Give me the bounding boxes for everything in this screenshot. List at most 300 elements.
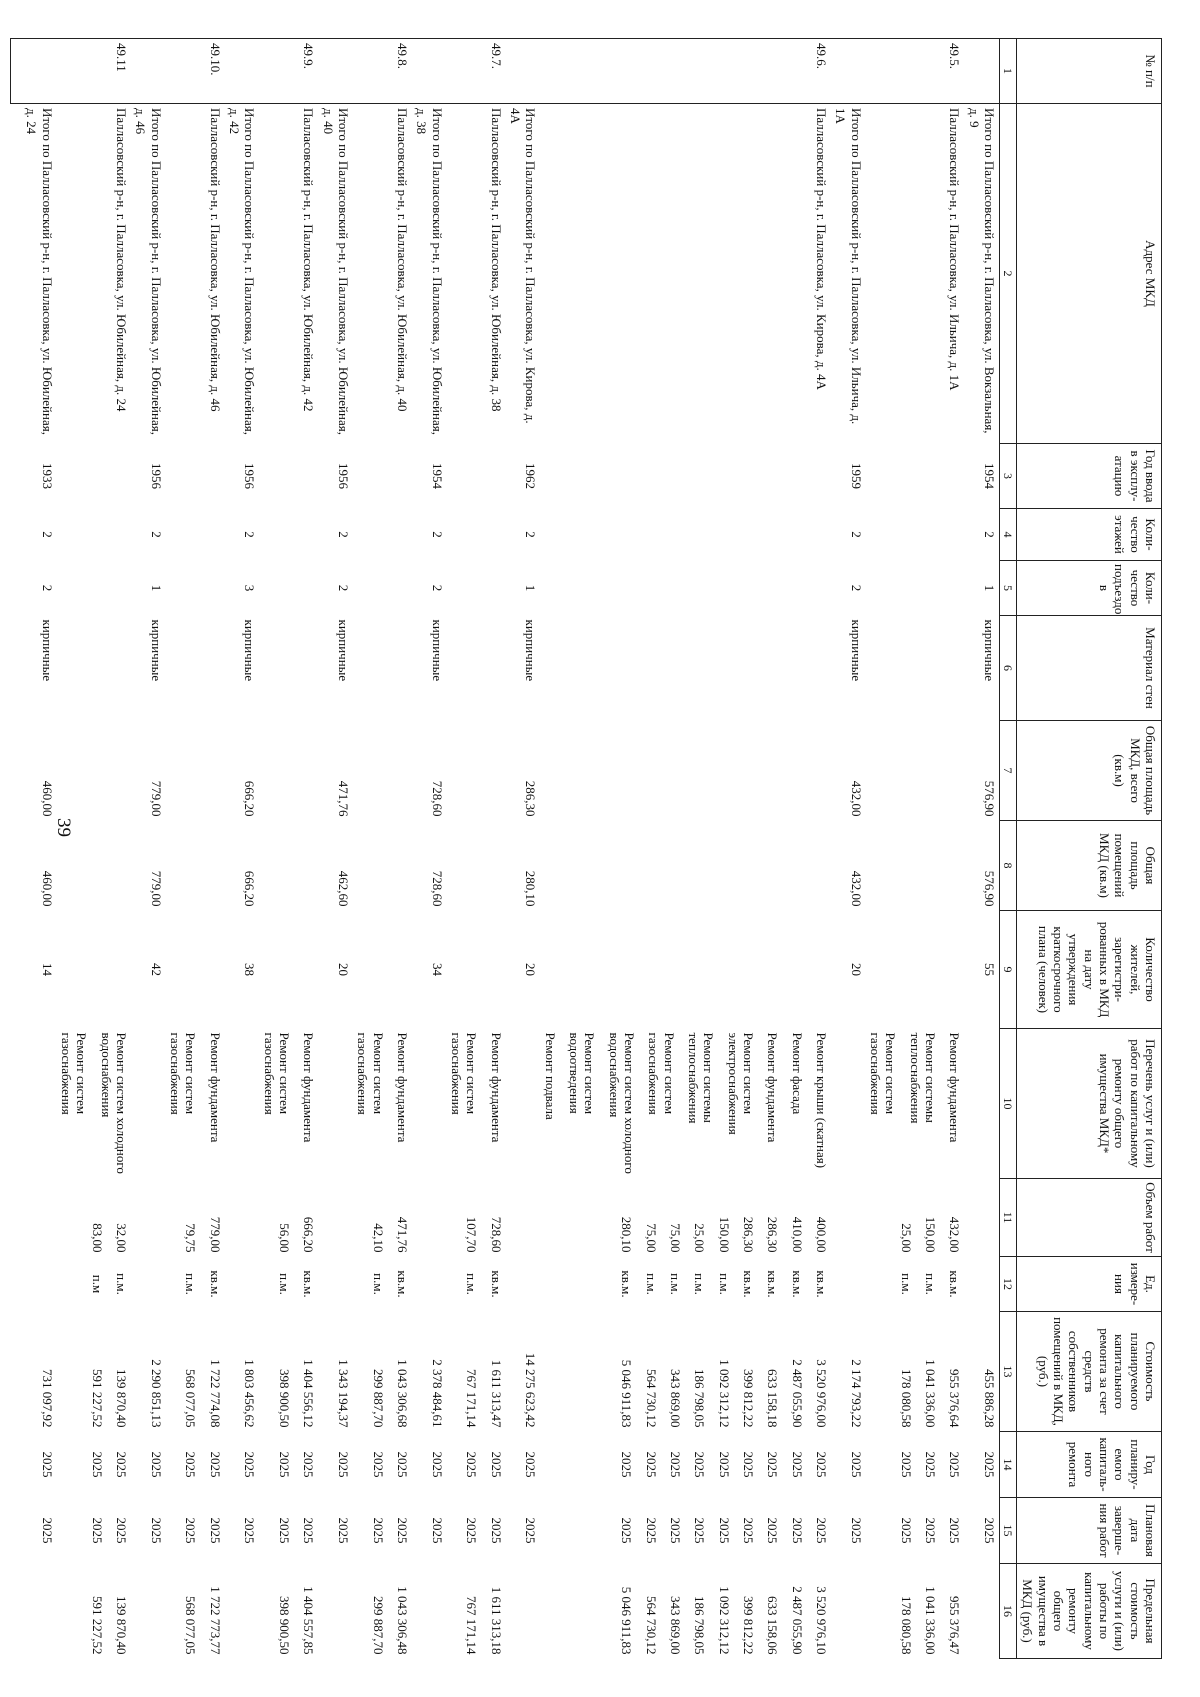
- unit-cell-value: п.м.: [692, 1273, 708, 1295]
- cost-cell-value: 2 290 851,13: [148, 1359, 164, 1428]
- plan-year-cell: [831, 1432, 866, 1498]
- limit-cost-cell-value: 633 158,06: [765, 1596, 781, 1655]
- works-cell-value: Ремонт системы теплоснабжения: [685, 1032, 717, 1124]
- plan-year-cell-value: 2025: [898, 1451, 914, 1478]
- completion-date-cell-value: 2025: [898, 1517, 914, 1544]
- year-built-cell: 1954: [429, 463, 445, 489]
- works-cell: [225, 1029, 260, 1179]
- unit-cell-value: п.м.: [922, 1273, 938, 1295]
- plan-year-cell: [131, 1432, 166, 1498]
- completion-date-cell-value: 2025: [643, 1517, 659, 1544]
- wall-material-cell: кирпичные: [336, 619, 352, 682]
- total-area-cell: [57, 721, 131, 821]
- limit-cost-cell: [866, 1564, 965, 1659]
- cost-cell-value: 2 487 055,90: [789, 1359, 805, 1428]
- works-cell-value: Ремонт систем газоснабжения: [261, 1032, 293, 1115]
- works-cell-value: Ремонт фундамента: [301, 1032, 317, 1143]
- column-number-row: [999, 39, 1016, 1659]
- plan-year-cell-value: 2025: [114, 1451, 130, 1478]
- completion-date-cell-value: 2025: [183, 1517, 199, 1544]
- limit-cost-cell-value: 1 611 313,18: [488, 1586, 504, 1655]
- unit-cell-value: кв.м.: [395, 1270, 411, 1298]
- column-header: Стоимость планируемого капитального ремонта за счет средств собственников помещений в МКД, (руб.): [1017, 1312, 1162, 1432]
- table-row: [225, 39, 260, 1659]
- works-cell-value: Ремонт фундамента: [947, 1032, 963, 1143]
- works-cell: [964, 1029, 999, 1179]
- cost-cell-value: 14 275 623,42: [523, 1352, 539, 1428]
- limit-cost-cell: [447, 1564, 506, 1659]
- volume-cell-value: 432,00: [947, 1216, 963, 1253]
- unit-cell: [866, 1257, 965, 1312]
- plan-year-cell: [318, 1432, 353, 1498]
- column-header: Коли-чество этажей: [1017, 509, 1162, 561]
- premises-area-cell: [540, 821, 831, 911]
- floors-cell: [353, 509, 412, 561]
- table-row: [131, 39, 166, 1659]
- works-cell: [166, 1029, 225, 1179]
- row-number: 49.7.: [447, 39, 506, 104]
- completion-date-cell-value: 2025: [114, 1517, 130, 1544]
- limit-cost-cell-value: 564 730,12: [643, 1596, 659, 1655]
- completion-date-cell-value: 2025: [789, 1517, 805, 1544]
- completion-date-cell-value: 2025: [692, 1517, 708, 1544]
- column-number: 6: [999, 616, 1016, 721]
- volume-cell: [57, 1179, 131, 1257]
- volume-cell-value: 400,00: [813, 1216, 829, 1253]
- column-number: 4: [999, 509, 1016, 561]
- works-cell-value: Ремонт фасада: [789, 1032, 805, 1115]
- column-header: № п/п: [1017, 39, 1162, 104]
- unit-cell: [831, 1257, 866, 1312]
- residents-cell: 38: [242, 963, 258, 976]
- total-area-cell: 460,00: [39, 780, 55, 817]
- completion-date-cell-value: 2025: [619, 1517, 635, 1544]
- cost-cell-value: 178 080,58: [898, 1369, 914, 1428]
- entrances-cell: [57, 561, 131, 616]
- repair-plan-table: [10, 38, 1162, 1659]
- limit-cost-cell-value: 1 092 312,12: [716, 1586, 732, 1655]
- completion-date-cell: [225, 1498, 260, 1564]
- volume-cell-value: 79,75: [183, 1223, 199, 1253]
- unit-cell-value: кв.м.: [765, 1270, 781, 1298]
- column-header: Материал стен: [1017, 616, 1162, 721]
- row-number: 49.10.: [166, 39, 225, 104]
- address-cell: Итого по Палласовский р-н, г. Палласовка, ул. Юбилейная, д. 24: [24, 108, 55, 435]
- plan-year-cell-value: 2025: [183, 1451, 199, 1478]
- limit-cost-cell: [166, 1564, 225, 1659]
- unit-cell: [131, 1257, 166, 1312]
- plan-year-cell-value: 2025: [242, 1451, 258, 1478]
- limit-cost-cell-value: 186 798,05: [692, 1596, 708, 1655]
- wall-material-cell: кирпичные: [429, 619, 445, 682]
- entrances-cell: [259, 561, 318, 616]
- limit-cost-cell-value: 1 041 336,00: [922, 1586, 938, 1655]
- cost-cell-value: 2 174 793,22: [848, 1359, 864, 1428]
- limit-cost-cell: [506, 1564, 541, 1659]
- limit-cost-cell: [353, 1564, 412, 1659]
- wall-material-cell: кирпичные: [242, 619, 258, 682]
- plan-year-cell-value: 2025: [488, 1451, 504, 1478]
- cost-cell-value: 399 812,22: [740, 1369, 756, 1428]
- completion-date-cell-value: 2025: [765, 1517, 781, 1544]
- column-number: 15: [999, 1498, 1016, 1564]
- table-row: [57, 39, 131, 1659]
- volume-cell: [10, 1179, 57, 1257]
- limit-cost-cell-value: 767 171,14: [464, 1596, 480, 1655]
- unit-cell-value: кв.м.: [207, 1270, 223, 1298]
- volume-cell-value: 56,00: [277, 1223, 293, 1253]
- address-cell: Итого по Палласовский р-н, г. Палласовка, ул. Кирова, д. 4А: [508, 108, 539, 424]
- cost-cell-value: 455 886,28: [981, 1369, 997, 1428]
- unit-cell-value: п.м.: [643, 1273, 659, 1295]
- completion-date-cell-value: 2025: [429, 1517, 445, 1544]
- unit-cell-value: п.м.: [716, 1273, 732, 1295]
- works-cell: [506, 1029, 541, 1179]
- plan-year-cell: [412, 1432, 447, 1498]
- completion-date-cell: [964, 1498, 999, 1564]
- total-area-cell: [866, 721, 965, 821]
- residents-cell: 14: [39, 963, 55, 976]
- row-number: 49.8.: [353, 39, 412, 104]
- completion-date-cell: [166, 1498, 225, 1564]
- completion-date-cell-value: 2025: [667, 1517, 683, 1544]
- cost-cell: [447, 1312, 506, 1432]
- plan-year-cell-value: 2025: [643, 1451, 659, 1478]
- plan-year-cell: [10, 1432, 57, 1498]
- column-header: Коли-чество подъездо в: [1017, 561, 1162, 616]
- table-row: [506, 39, 541, 1659]
- row-number: 49.6.: [540, 39, 831, 104]
- works-cell-value: Ремонт фундамента: [765, 1032, 781, 1143]
- unit-cell: [259, 1257, 318, 1312]
- completion-date-cell-value: 2025: [716, 1517, 732, 1544]
- residents-cell: [866, 911, 965, 1029]
- wall-material-cell: кирпичные: [981, 619, 997, 682]
- premises-area-cell: 666,20: [242, 870, 258, 907]
- volume-cell-value: 25,00: [898, 1223, 914, 1253]
- volume-cell-value: 286,30: [765, 1216, 781, 1253]
- cost-cell: [964, 1312, 999, 1432]
- entrances-cell: 2: [429, 584, 445, 592]
- column-header: Год ввода в эксплу-атацию: [1017, 444, 1162, 509]
- row-number: [964, 39, 999, 104]
- premises-area-cell: [259, 821, 318, 911]
- completion-date-cell-value: 2025: [464, 1517, 480, 1544]
- cost-cell-value: 633 158,18: [765, 1369, 781, 1428]
- column-header: Плановая дата заверше-ния работ: [1017, 1498, 1162, 1564]
- volume-cell: [447, 1179, 506, 1257]
- unit-cell-value: п.м.: [464, 1273, 480, 1295]
- year-built-cell: [353, 444, 412, 509]
- plan-year-cell: [447, 1432, 506, 1498]
- column-number: 13: [999, 1312, 1016, 1432]
- unit-cell-value: кв.м.: [789, 1270, 805, 1298]
- column-number: 2: [999, 104, 1016, 444]
- total-area-cell: [259, 721, 318, 821]
- plan-year-cell-value: 2025: [464, 1451, 480, 1478]
- cost-cell-value: 731 097,92: [39, 1369, 55, 1428]
- floors-cell: [57, 509, 131, 561]
- plan-year-cell-value: 2025: [947, 1451, 963, 1478]
- entrances-cell: 2: [336, 584, 352, 592]
- limit-cost-cell-value: 398 900,50: [277, 1596, 293, 1655]
- floors-cell: [540, 509, 831, 561]
- entrances-cell: 2: [39, 584, 55, 592]
- table-row: [10, 39, 57, 1659]
- row-number: [506, 39, 541, 104]
- cost-cell: [57, 1312, 131, 1432]
- unit-cell-value: кв.м.: [301, 1270, 317, 1298]
- plan-year-cell-value: 2025: [981, 1451, 997, 1478]
- address-cell: Палласовский р-н, г. Палласовка, ул. Ильича, д. 1А: [947, 108, 963, 391]
- wall-material-cell: [540, 616, 831, 721]
- volume-cell-value: 728,60: [488, 1216, 504, 1253]
- cost-cell-value: 299 887,70: [370, 1369, 386, 1428]
- plan-year-cell-value: 2025: [301, 1451, 317, 1478]
- completion-date-cell-value: 2025: [207, 1517, 223, 1544]
- volume-cell-value: 286,30: [740, 1216, 756, 1253]
- unit-cell: [10, 1257, 57, 1312]
- plan-year-cell-value: 2025: [370, 1451, 386, 1478]
- total-area-cell: [540, 721, 831, 821]
- total-area-cell: 432,00: [848, 780, 864, 817]
- limit-cost-cell: [831, 1564, 866, 1659]
- address-cell: Итого по Палласовский р-н, г. Палласовка, ул. Вокзальная, д. 9: [966, 108, 997, 434]
- plan-year-cell: [540, 1432, 831, 1498]
- works-cell-value: Ремонт систем газоснабжения: [867, 1032, 899, 1115]
- year-built-cell: 1956: [242, 463, 258, 489]
- limit-cost-cell-value: 5 046 911,83: [619, 1586, 635, 1655]
- plan-year-cell-value: 2025: [207, 1451, 223, 1478]
- completion-date-cell: [412, 1498, 447, 1564]
- entrances-cell: 2: [848, 584, 864, 592]
- column-number: 7: [999, 721, 1016, 821]
- wall-material-cell: [57, 616, 131, 721]
- unit-cell-value: п.м.: [277, 1273, 293, 1295]
- total-area-cell: [447, 721, 506, 821]
- residents-cell: 42: [148, 963, 164, 976]
- floors-cell: 2: [148, 531, 164, 538]
- volume-cell-value: 75,00: [643, 1223, 659, 1253]
- row-number: [10, 39, 57, 104]
- unit-cell: [225, 1257, 260, 1312]
- plan-year-cell: [166, 1432, 225, 1498]
- completion-date-cell-value: 2025: [395, 1517, 411, 1544]
- year-built-cell: 1954: [981, 463, 997, 489]
- total-area-cell: 779,00: [148, 780, 164, 817]
- row-number: [131, 39, 166, 104]
- works-cell: [10, 1029, 57, 1179]
- entrances-cell: 1: [523, 584, 539, 592]
- year-built-cell: 1959: [848, 463, 864, 489]
- address-cell: Палласовский р-н, г. Палласовка, ул. Юбилейная, д. 38: [488, 108, 504, 412]
- works-cell-value: Ремонт систем газоснабжения: [59, 1032, 90, 1115]
- cost-cell-value: 398 900,50: [277, 1369, 293, 1428]
- total-area-cell: 728,60: [429, 780, 445, 817]
- table-row: [447, 39, 506, 1659]
- year-built-cell: [866, 444, 965, 509]
- floors-cell: 2: [981, 531, 997, 538]
- plan-year-cell-value: 2025: [89, 1451, 105, 1478]
- address-cell: Итого по Палласовский р-н, г. Палласовка, ул. Юбилейная, д. 46: [133, 108, 164, 435]
- address-cell: Палласовский р-н, г. Палласовка, ул. Юбилейная, д. 46: [207, 108, 223, 412]
- completion-date-cell-value: 2025: [39, 1517, 55, 1544]
- column-header: Перечень услуг и (или) работ по капитальному ремонту общего имущества МКД*: [1017, 1029, 1162, 1179]
- volume-cell: [831, 1179, 866, 1257]
- works-cell-value: Ремонт систем электроснабжения: [725, 1032, 756, 1135]
- floors-cell: 2: [523, 531, 539, 538]
- total-area-cell: 666,20: [242, 780, 258, 817]
- limit-cost-cell-value: 591 227,52: [89, 1596, 105, 1655]
- cost-cell: [259, 1312, 318, 1432]
- premises-area-cell: 576,90: [981, 870, 997, 907]
- floors-cell: [447, 509, 506, 561]
- plan-year-cell-value: 2025: [789, 1451, 805, 1478]
- unit-cell: [447, 1257, 506, 1312]
- volume-cell-value: 83,00: [89, 1223, 105, 1253]
- plan-year-cell-value: 2025: [429, 1451, 445, 1478]
- cost-cell: [166, 1312, 225, 1432]
- table-row: [540, 39, 831, 1659]
- works-cell-value: Ремонт фундамента: [395, 1032, 411, 1143]
- residents-cell: 34: [429, 963, 445, 976]
- works-cell: [318, 1029, 353, 1179]
- address-cell: Палласовский р-н, г. Палласовка, ул. Юбилейная, д. 42: [301, 108, 317, 412]
- column-number: 3: [999, 444, 1016, 509]
- column-number: 12: [999, 1257, 1016, 1312]
- page-number: 39: [53, 818, 74, 837]
- limit-cost-cell-value: 343 869,00: [667, 1596, 683, 1655]
- volume-cell-value: 280,10: [619, 1216, 635, 1253]
- cost-cell: [831, 1312, 866, 1432]
- column-header: Общая площадь помещений МКД (кв.м): [1017, 821, 1162, 911]
- volume-cell: [131, 1179, 166, 1257]
- total-area-cell: 576,90: [981, 780, 997, 817]
- volume-cell-value: 42,10: [370, 1223, 386, 1253]
- volume-cell: [225, 1179, 260, 1257]
- volume-cell-value: 32,00: [114, 1223, 130, 1253]
- total-area-cell: 286,30: [523, 780, 539, 817]
- plan-year-cell: [866, 1432, 965, 1498]
- address-cell: Итого по Палласовский р-н, г. Палласовка, ул. Юбилейная, д. 38: [414, 108, 445, 435]
- floors-cell: [166, 509, 225, 561]
- plan-year-cell-value: 2025: [277, 1451, 293, 1478]
- works-cell-value: Ремонт системы теплоснабжения: [907, 1032, 938, 1124]
- table-row: [353, 39, 412, 1659]
- address-cell: Палласовский р-н, г. Палласовка, ул. Юбилейная, д. 40: [395, 108, 411, 412]
- volume-cell: [964, 1179, 999, 1257]
- cost-cell-value: 139 870,40: [114, 1369, 130, 1428]
- column-number: 11: [999, 1179, 1016, 1257]
- cost-cell-value: 591 227,52: [89, 1369, 105, 1428]
- cost-cell: [540, 1312, 831, 1432]
- total-area-cell: 471,76: [336, 780, 352, 817]
- floors-cell: 2: [242, 531, 258, 538]
- premises-area-cell: 728,60: [429, 870, 445, 907]
- table-body: [10, 39, 999, 1659]
- plan-year-cell: [57, 1432, 131, 1498]
- volume-cell-value: 150,00: [922, 1216, 938, 1253]
- completion-date-cell-value: 2025: [370, 1517, 386, 1544]
- premises-area-cell: [57, 821, 131, 911]
- address-cell: Итого по Палласовский р-н, г. Палласовка, ул. Юбилейная, д. 40: [320, 108, 352, 435]
- works-cell: [831, 1029, 866, 1179]
- volume-cell-value: 25,00: [692, 1223, 708, 1253]
- cost-cell: [866, 1312, 965, 1432]
- unit-cell-value: п.м: [89, 1274, 105, 1294]
- completion-date-cell: [131, 1498, 166, 1564]
- cost-cell-value: 1 722 774,08: [207, 1359, 223, 1428]
- plan-year-cell-value: 2025: [765, 1451, 781, 1478]
- cost-cell-value: 186 798,05: [692, 1369, 708, 1428]
- completion-date-cell-value: 2025: [277, 1517, 293, 1544]
- plan-year-cell-value: 2025: [922, 1451, 938, 1478]
- limit-cost-cell: [412, 1564, 447, 1659]
- limit-cost-cell: [318, 1564, 353, 1659]
- column-header: Предельная стоимость услуги и (или) работы по капитальному ремонту общего имущества в МКД (руб.): [1017, 1564, 1162, 1659]
- address-cell: Палласовский р-н, г. Палласовка, ул. Юбилейная, д. 24: [114, 108, 130, 412]
- unit-cell-value: кв.м.: [740, 1270, 756, 1298]
- residents-cell: 20: [336, 963, 352, 976]
- cost-cell-value: 2 378 484,61: [429, 1359, 445, 1428]
- entrances-cell: 1: [981, 584, 997, 592]
- residents-cell: 20: [523, 963, 539, 976]
- unit-cell-value: кв.м.: [488, 1270, 504, 1298]
- wall-material-cell: [353, 616, 412, 721]
- residents-cell: [447, 911, 506, 1029]
- floors-cell: [866, 509, 965, 561]
- premises-area-cell: 432,00: [848, 870, 864, 907]
- residents-cell: 55: [981, 963, 997, 976]
- volume-cell: [866, 1179, 965, 1257]
- completion-date-cell: [447, 1498, 506, 1564]
- completion-date-cell-value: 2025: [922, 1517, 938, 1544]
- works-cell: [259, 1029, 318, 1179]
- wall-material-cell: кирпичные: [39, 619, 55, 682]
- plan-year-cell-value: 2025: [813, 1451, 829, 1478]
- residents-cell: [166, 911, 225, 1029]
- column-number: 8: [999, 821, 1016, 911]
- cost-cell-value: 1 041 336,00: [922, 1359, 938, 1428]
- completion-date-cell: [259, 1498, 318, 1564]
- limit-cost-cell: [57, 1564, 131, 1659]
- limit-cost-cell-value: 1 404 557,85: [301, 1586, 317, 1655]
- completion-date-cell-value: 2025: [813, 1517, 829, 1544]
- column-header: Год планиру-емого капиталь-ного ремонта: [1017, 1432, 1162, 1498]
- volume-cell-value: 666,20: [301, 1216, 317, 1253]
- floors-cell: [259, 509, 318, 561]
- plan-year-cell-value: 2025: [336, 1451, 352, 1478]
- cost-cell: [353, 1312, 412, 1432]
- premises-area-cell: 779,00: [148, 870, 164, 907]
- year-built-cell: [540, 444, 831, 509]
- plan-year-cell-value: 2025: [667, 1451, 683, 1478]
- unit-cell-value: кв.м.: [619, 1270, 635, 1298]
- column-number: 14: [999, 1432, 1016, 1498]
- plan-year-cell-value: 2025: [148, 1451, 164, 1478]
- year-built-cell: 1956: [336, 463, 352, 489]
- premises-area-cell: [447, 821, 506, 911]
- residents-cell: [259, 911, 318, 1029]
- cost-cell: [10, 1312, 57, 1432]
- works-cell: [540, 1029, 831, 1179]
- volume-cell: [166, 1179, 225, 1257]
- total-area-cell: [166, 721, 225, 821]
- floors-cell: 2: [39, 531, 55, 538]
- unit-cell: [506, 1257, 541, 1312]
- cost-cell-value: 343 869,00: [667, 1369, 683, 1428]
- plan-year-cell-value: 2025: [848, 1451, 864, 1478]
